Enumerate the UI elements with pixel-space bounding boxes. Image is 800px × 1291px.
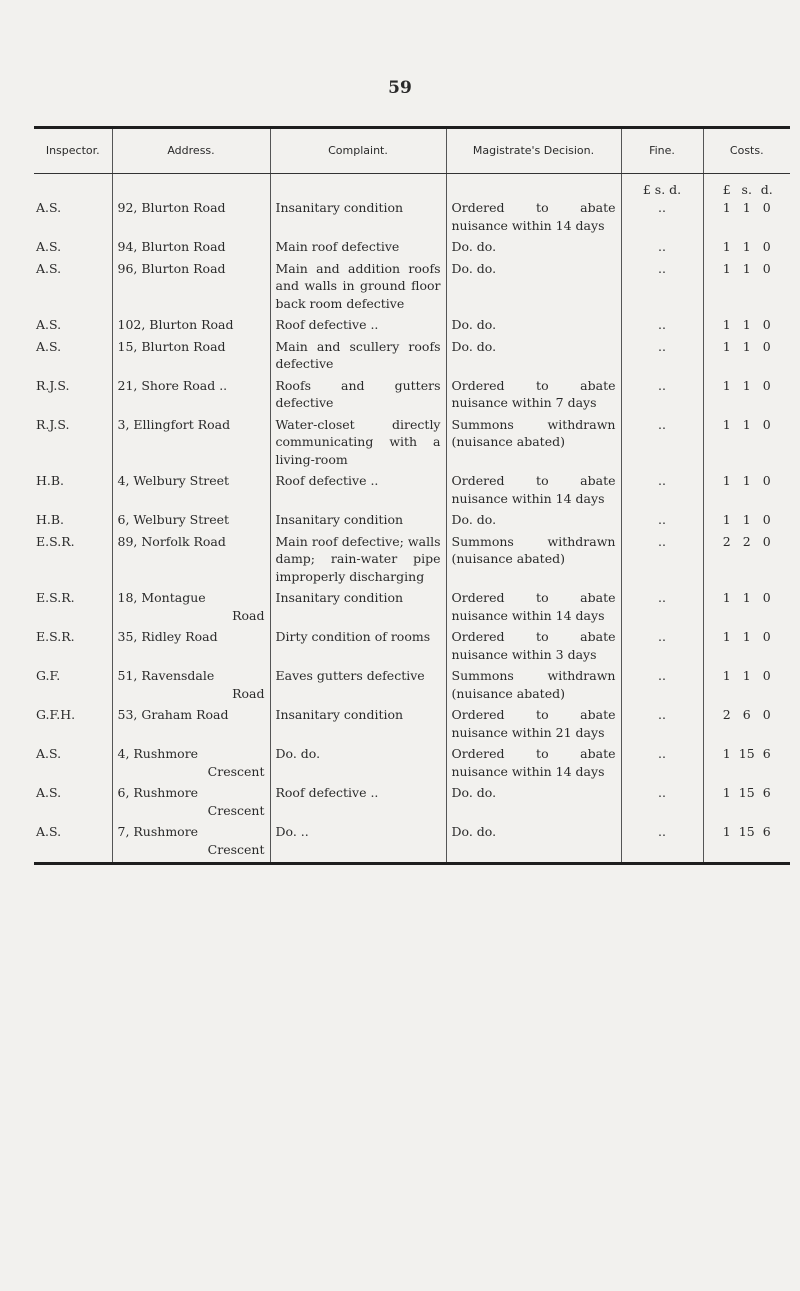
complaint-cell: Eaves gutters defective [270, 667, 446, 706]
address-line: 92, Blurton Road [117, 200, 226, 215]
address-cell [112, 823, 270, 864]
complaint-cell: Insanitary condition [270, 589, 446, 628]
costs-cell [703, 377, 790, 416]
inspector-cell: A.S. [36, 338, 62, 354]
address-line: 94, Blurton Road [117, 239, 226, 254]
fine-cell: .. [621, 667, 703, 706]
costs-pounds: 1 [722, 746, 731, 761]
costs-shillings: 1 [742, 473, 751, 488]
fine-cell: .. [621, 823, 703, 864]
costs-pence: 0 [762, 200, 771, 215]
address-cell [112, 533, 270, 590]
decision-cell: Ordered to abate nuisance within 14 days [446, 589, 621, 628]
fine-cell: .. [621, 472, 703, 511]
costs-cell [703, 533, 790, 590]
table-row [34, 533, 790, 590]
inspector-cell: A.S. [36, 317, 62, 332]
fine-cell: .. [621, 260, 703, 317]
table-row [34, 706, 790, 745]
table-row [34, 316, 790, 338]
costs-shillings: 1 [742, 416, 751, 432]
address-line-2: Crescent [207, 802, 265, 818]
address-line: 4, Welbury Street [117, 473, 230, 488]
table-row [34, 784, 790, 823]
fine-cell: .. [621, 533, 703, 590]
column-header-complaint: Complaint. [270, 128, 446, 174]
complaint-cell: Roof defective .. [270, 316, 446, 338]
costs-shillings: 1 [742, 590, 751, 605]
decision-cell: Do. do. [446, 316, 621, 338]
costs-shillings: 15 [738, 746, 755, 761]
costs-shillings: 1 [742, 239, 751, 254]
costs-pence: 6 [762, 785, 771, 800]
address-line: 51, Ravensdale [117, 668, 215, 683]
decision-cell: Summons withdrawn (nuisance abated) [446, 667, 621, 706]
address-line: 96, Blurton Road [117, 260, 226, 276]
costs-pence: 6 [762, 746, 771, 761]
address-cell [112, 745, 270, 784]
costs-pounds: 1 [722, 473, 731, 488]
costs-pence: 0 [762, 707, 771, 722]
table-row [34, 823, 790, 864]
column-header-costs: Costs. [703, 128, 790, 174]
decision-cell: Do. do. [446, 338, 621, 377]
address-cell [112, 316, 270, 338]
costs-pence: 0 [762, 239, 771, 254]
costs-cell [703, 338, 790, 377]
costs-pence: 0 [762, 416, 771, 432]
table-row [34, 511, 790, 533]
costs-pence: 6 [762, 824, 771, 839]
decision-cell: Do. do. [446, 823, 621, 864]
inspector-cell: A.S. [36, 239, 62, 254]
table-row [34, 472, 790, 511]
inspector-cell: A.S. [36, 260, 62, 276]
costs-shillings: 1 [742, 200, 751, 215]
complaint-cell: Do. do. [270, 745, 446, 784]
inspector-cell: R.J.S. [36, 377, 70, 393]
complaint-cell: Dirty condition of rooms [270, 628, 446, 667]
costs-pounds: 1 [722, 338, 731, 354]
fine-cell: .. [621, 784, 703, 823]
fine-cell: .. [621, 745, 703, 784]
inspector-cell: A.S. [36, 824, 62, 839]
inspector-cell: G.F. [36, 668, 61, 683]
complaint-cell: Main and addition roofs and walls in ground floor back room defective [270, 260, 446, 317]
costs-pounds: 1 [722, 512, 731, 527]
costs-pounds: 1 [722, 590, 731, 605]
table-header [34, 128, 790, 174]
decision-cell: Ordered to abate nuisance within 3 days [446, 628, 621, 667]
table-row [34, 667, 790, 706]
complaint-cell: Roof defective .. [270, 472, 446, 511]
address-line-2: Crescent [207, 763, 265, 779]
decision-cell: Ordered to abate nuisance within 21 days [446, 706, 621, 745]
costs-cell [703, 706, 790, 745]
costs-pounds: 2 [722, 533, 731, 549]
fine-cell: .. [621, 199, 703, 238]
address-line: 15, Blurton Road [117, 338, 226, 354]
costs-pence: 0 [762, 338, 771, 354]
address-line: 89, Norfolk Road [117, 533, 226, 549]
costs-pounds: 1 [722, 824, 731, 839]
address-line-2: Road [232, 685, 265, 701]
costs-cell [703, 199, 790, 238]
costs-unit-shillings: s. [741, 182, 752, 197]
column-header-decision: Magistrate's Decision. [446, 128, 621, 174]
address-line: 6, Welbury Street [117, 512, 230, 527]
address-line: 18, Montague [117, 590, 206, 605]
address-line: 21, Shore Road .. [117, 377, 228, 393]
fine-cell: .. [621, 416, 703, 473]
costs-shillings: 2 [742, 533, 751, 549]
costs-shillings: 1 [742, 512, 751, 527]
decision-cell: Summons withdrawn (nuisance abated) [446, 416, 621, 473]
decision-cell: Do. do. [446, 260, 621, 317]
prosecutions-table [34, 126, 790, 865]
complaint-cell: Roofs and gutters defective [270, 377, 446, 416]
decision-cell: Ordered to abate nuisance within 14 days [446, 199, 621, 238]
inspector-cell: A.S. [36, 785, 62, 800]
costs-cell [703, 784, 790, 823]
page-number: 59 [388, 78, 412, 98]
table-row [34, 416, 790, 473]
inspector-cell: G.F.H. [36, 707, 76, 722]
fine-cell: .. [621, 338, 703, 377]
address-cell [112, 260, 270, 317]
costs-pounds: 1 [722, 629, 731, 644]
fine-cell: .. [621, 589, 703, 628]
fine-cell: .. [621, 511, 703, 533]
costs-pounds: 1 [722, 317, 731, 332]
decision-cell: Do. do. [446, 784, 621, 823]
decision-cell: Do. do. [446, 511, 621, 533]
costs-cell [703, 416, 790, 473]
fine-cell: .. [621, 316, 703, 338]
costs-pounds: 1 [722, 200, 731, 215]
address-line: 4, Rushmore [117, 746, 199, 761]
inspector-cell: A.S. [36, 746, 62, 761]
costs-unit-pence: d. [760, 182, 773, 197]
fine-cell: .. [621, 238, 703, 260]
address-cell [112, 199, 270, 238]
costs-pence: 0 [762, 260, 771, 276]
address-line-2: Crescent [207, 841, 265, 857]
complaint-cell: Insanitary condition [270, 706, 446, 745]
costs-unit-pounds: £ [722, 182, 731, 197]
complaint-cell: Do. .. [270, 823, 446, 864]
complaint-cell: Roof defective .. [270, 784, 446, 823]
costs-cell [703, 628, 790, 667]
table-row [34, 199, 790, 238]
costs-units [703, 174, 790, 200]
inspector-cell: A.S. [36, 200, 62, 215]
costs-shillings: 6 [742, 707, 751, 722]
costs-pounds: 1 [722, 416, 731, 432]
costs-cell [703, 260, 790, 317]
costs-cell [703, 238, 790, 260]
address-line-2: Road [232, 607, 265, 623]
table-row [34, 260, 790, 317]
costs-pence: 0 [762, 377, 771, 393]
costs-pounds: 1 [722, 377, 731, 393]
address-cell [112, 238, 270, 260]
costs-shillings: 1 [742, 629, 751, 644]
costs-cell [703, 823, 790, 864]
costs-pence: 0 [762, 590, 771, 605]
fine-cell: .. [621, 628, 703, 667]
address-cell [112, 511, 270, 533]
column-header-inspector: Inspector. [34, 128, 112, 174]
complaint-cell: Main roof defective [270, 238, 446, 260]
address-cell [112, 667, 270, 706]
decision-cell: Summons withdrawn (nuisance abated) [446, 533, 621, 590]
inspector-cell: E.S.R. [36, 533, 75, 549]
costs-pence: 0 [762, 629, 771, 644]
column-header-fine: Fine. [621, 128, 703, 174]
address-line: 3, Ellingfort Road [117, 416, 231, 432]
address-cell [112, 589, 270, 628]
fine-units: £ s. d. [621, 174, 703, 200]
table-body [34, 174, 790, 864]
costs-cell [703, 667, 790, 706]
inspector-cell: H.B. [36, 512, 65, 527]
costs-shillings: 1 [742, 668, 751, 683]
costs-shillings: 15 [738, 824, 755, 839]
costs-pounds: 1 [722, 668, 731, 683]
fine-cell: .. [621, 377, 703, 416]
costs-shillings: 1 [742, 338, 751, 354]
costs-shillings: 15 [738, 785, 755, 800]
address-cell [112, 784, 270, 823]
costs-cell [703, 589, 790, 628]
costs-pence: 0 [762, 533, 771, 549]
costs-cell [703, 472, 790, 511]
decision-cell: Ordered to abate nuisance within 14 days [446, 745, 621, 784]
address-line: 35, Ridley Road [117, 629, 218, 644]
table-row [34, 338, 790, 377]
complaint-cell: Main roof defective; walls damp; rain-water pipe improperly discharging [270, 533, 446, 590]
costs-pounds: 1 [722, 260, 731, 276]
address-cell [112, 416, 270, 473]
table-row [34, 745, 790, 784]
address-line: 102, Blurton Road [117, 317, 234, 332]
costs-pounds: 1 [722, 239, 731, 254]
inspector-cell: H.B. [36, 473, 65, 488]
complaint-cell: Insanitary condition [270, 199, 446, 238]
address-cell [112, 338, 270, 377]
complaint-cell: Insanitary condition [270, 511, 446, 533]
complaint-cell: Main and scullery roofs defective [270, 338, 446, 377]
table-row [34, 377, 790, 416]
inspector-cell: E.S.R. [36, 629, 75, 644]
address-cell [112, 377, 270, 416]
inspector-cell: E.S.R. [36, 590, 75, 605]
address-line: 6, Rushmore [117, 785, 199, 800]
table-row [34, 589, 790, 628]
address-line: 53, Graham Road [117, 707, 229, 722]
costs-pence: 0 [762, 668, 771, 683]
address-cell [112, 628, 270, 667]
column-header-address: Address. [112, 128, 270, 174]
costs-shillings: 1 [742, 317, 751, 332]
costs-cell [703, 511, 790, 533]
costs-cell [703, 745, 790, 784]
table-row [34, 238, 790, 260]
address-cell [112, 472, 270, 511]
decision-cell: Ordered to abate nuisance within 7 days [446, 377, 621, 416]
address-cell [112, 706, 270, 745]
costs-pence: 0 [762, 317, 771, 332]
address-line: 7, Rushmore [117, 824, 199, 839]
costs-shillings: 1 [742, 377, 751, 393]
units-row [34, 174, 790, 200]
decision-cell: Ordered to abate nuisance within 14 days [446, 472, 621, 511]
complaint-cell: Water-closet directly communicating with a living-room [270, 416, 446, 473]
costs-pounds: 2 [722, 707, 731, 722]
costs-pence: 0 [762, 473, 771, 488]
costs-cell [703, 316, 790, 338]
table-row [34, 628, 790, 667]
costs-shillings: 1 [742, 260, 751, 276]
inspector-cell: R.J.S. [36, 416, 70, 432]
decision-cell: Do. do. [446, 238, 621, 260]
fine-cell: .. [621, 706, 703, 745]
costs-pounds: 1 [722, 785, 731, 800]
costs-pence: 0 [762, 512, 771, 527]
